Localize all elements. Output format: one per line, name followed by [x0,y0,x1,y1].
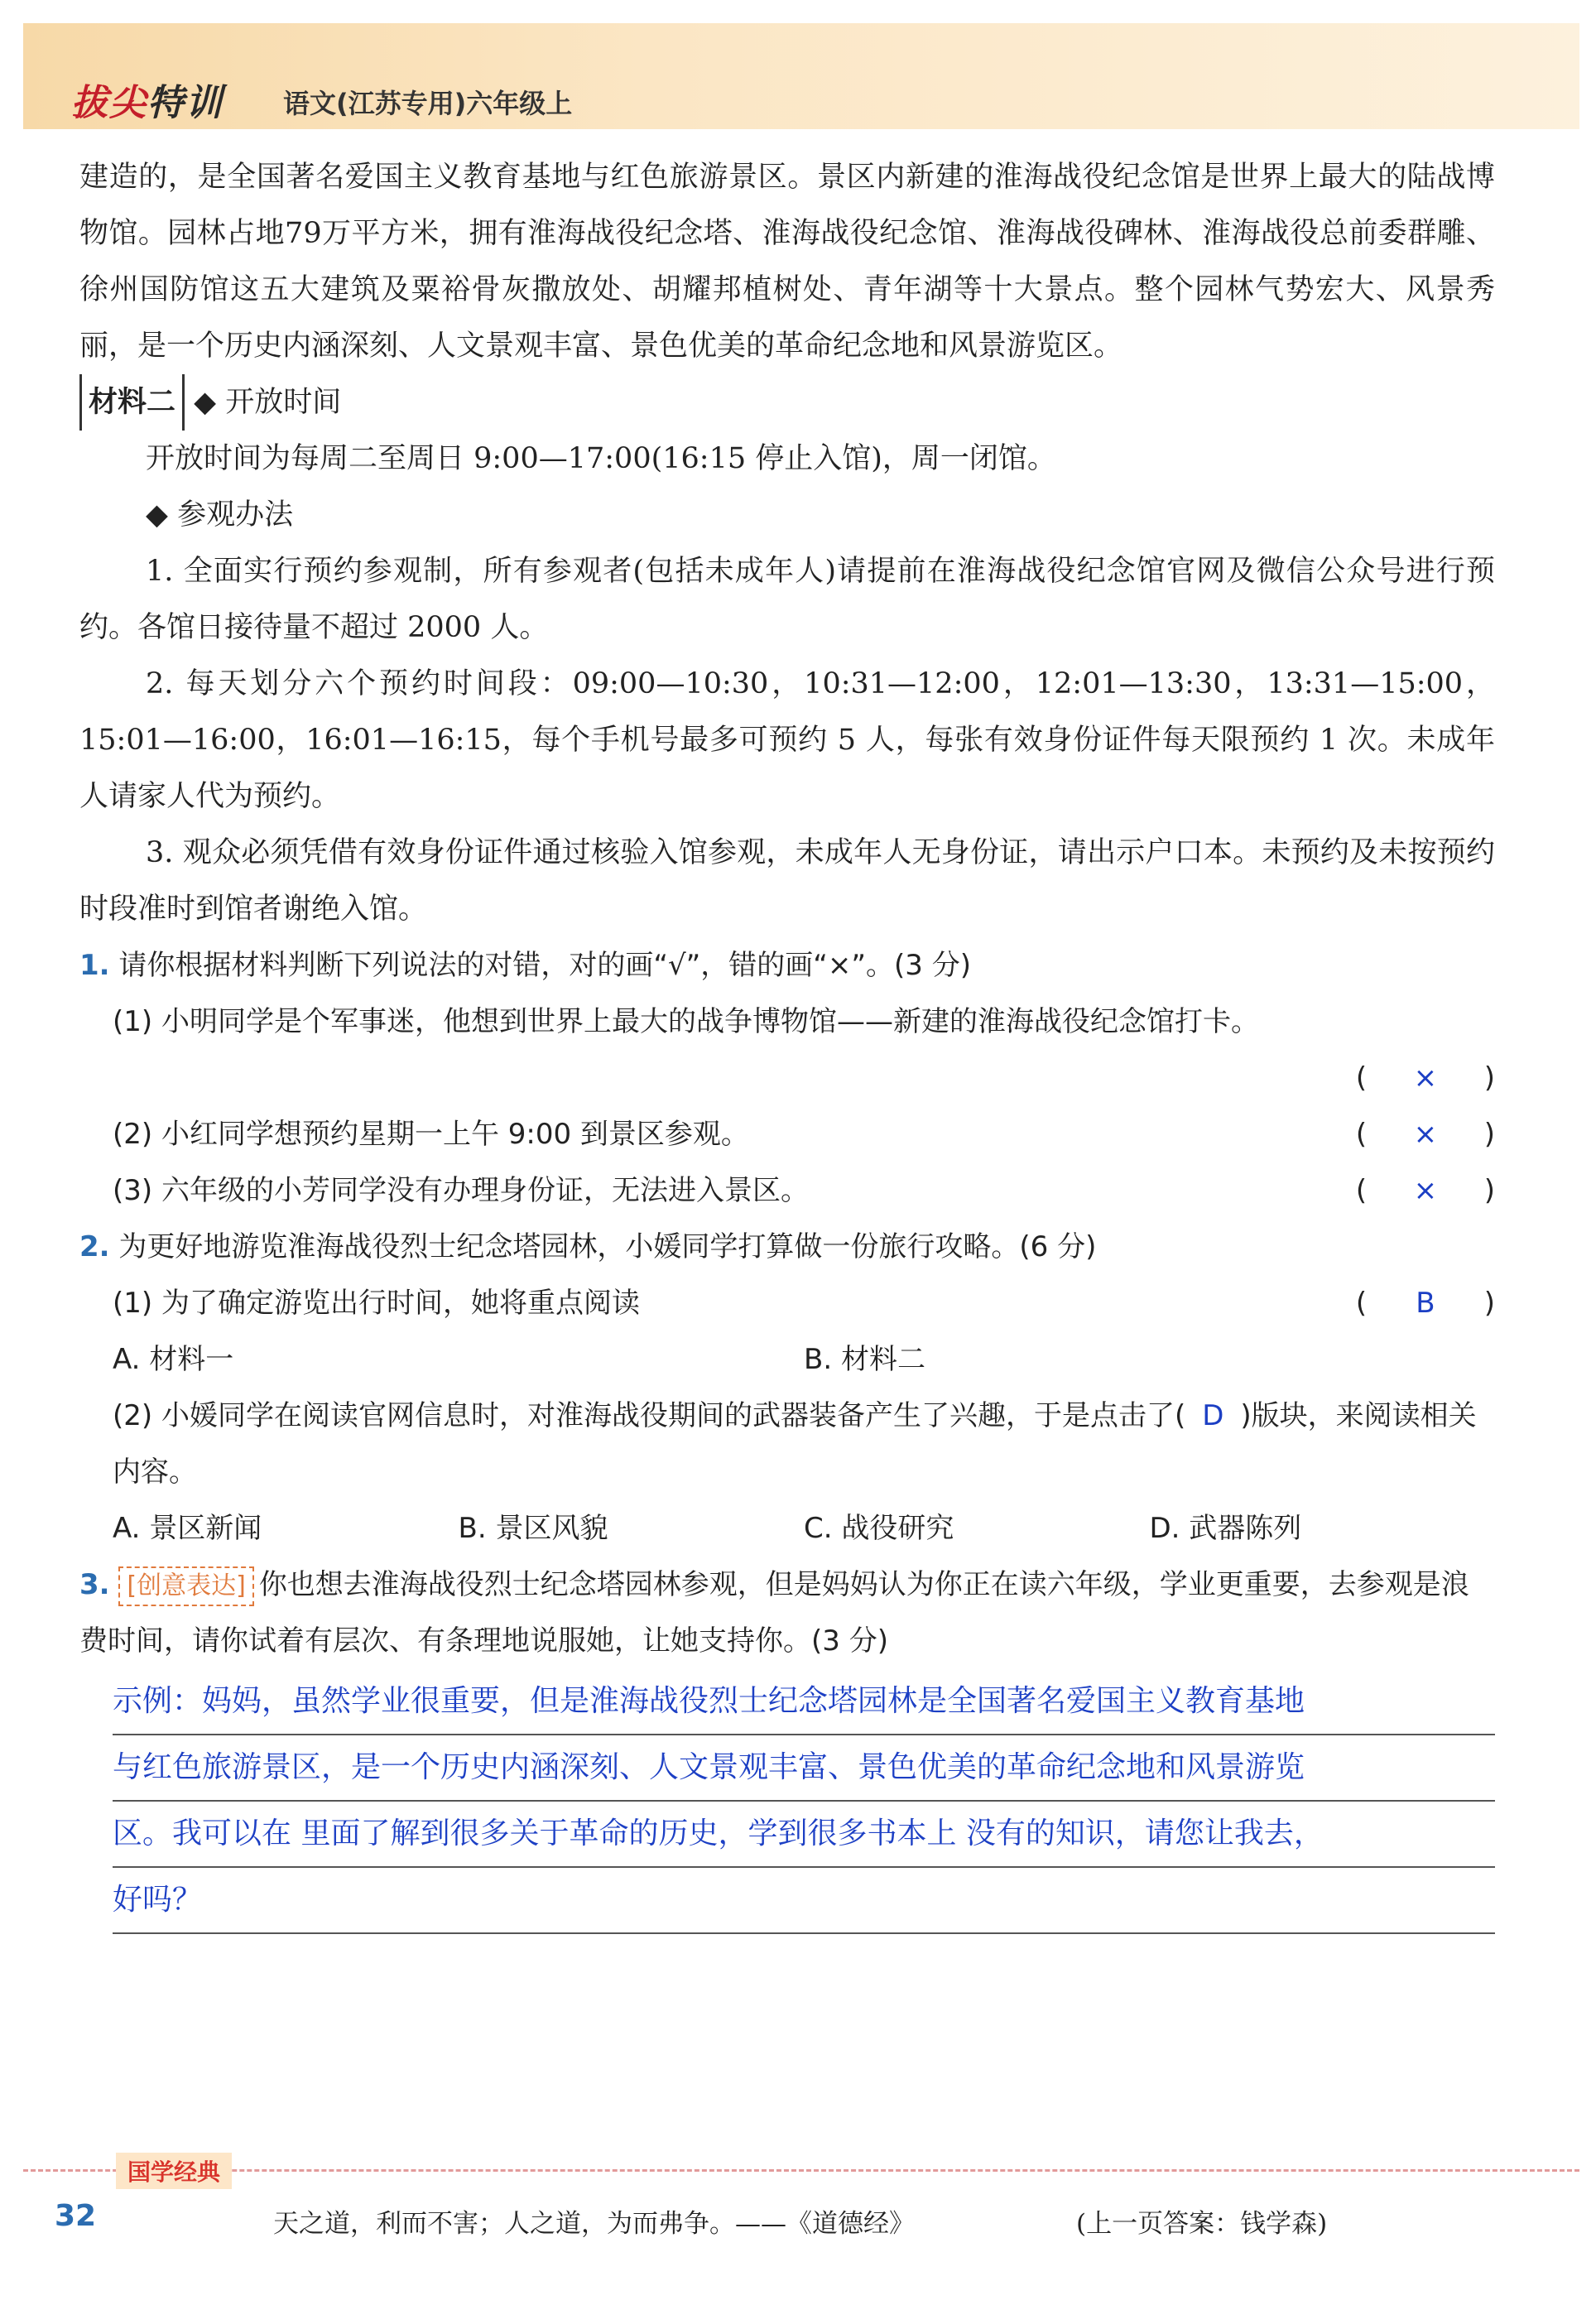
rule-3: 3. 观众必须凭借有效身份证件通过核验入馆参观，未成年人无身份证，请出示户口本。未预约及未按预约时段准时到馆者谢绝入馆。 [79,836,1495,926]
answer-bracket: ( × ) [1356,1106,1495,1162]
option-a: A. 景区新闻 [113,1512,262,1545]
creative-tag: [创意表达] [118,1566,253,1606]
answer-line: 好吗？ [113,1868,1495,1934]
q2-sub2-text-b: )版块，来阅读相关内容。 [113,1399,1477,1489]
question-1 [79,937,1495,994]
answer-bracket: ( × ) [1356,1162,1495,1219]
open-time-title: 开放时间 [225,386,342,419]
answer-line: 与红色旅游景区，是一个历史内涵深刻、人文景观丰富、景色优美的革命纪念地和风景游览 [113,1735,1495,1802]
visit-method-header [79,487,1495,543]
question-2 [79,1219,1495,1275]
footer-divider [23,2169,1579,2172]
q2-sub1-text: (1) 为了确定游览出行时间，她将重点阅读 [113,1287,640,1320]
section-label: 国学经典 [116,2153,232,2189]
previous-answer: (上一页答案：钱学森) [1076,2209,1328,2239]
q1-item-1 [79,994,1495,1050]
brand-logo [71,73,224,126]
q2-sub1-options [79,1331,1495,1388]
answer-line: 区。我可以在 里面了解到很多关于革命的历史，学到很多书本上 没有的知识，请您让我去， [113,1802,1495,1868]
brand-part-b: 特训 [147,82,224,124]
visit-method-title: 参观办法 [177,498,294,532]
q1-item-1-answer-row [79,1050,1495,1106]
q1-item-text: (1) 小明同学是个军事迷，他想到世界上最大的战争博物馆——新建的淮海战役纪念馆打卡。 [113,1005,1259,1038]
option-a: A. 材料一 [113,1343,234,1376]
q1-item-text: (2) 小红同学想预约星期一上午 9:00 到景区参观。 [113,1118,749,1151]
answer-bracket: ( B ) [1356,1275,1495,1331]
q2-sub2-answer: D [1202,1399,1224,1432]
question-number: 2. [79,1230,110,1263]
q1-item-3 [79,1162,1495,1219]
open-time-text: 开放时间为每周二至周日 9:00—17:00(16:15 停止入馆)，周一闭馆。 [146,442,1056,475]
answer-bracket: ( × ) [1356,1050,1495,1106]
q2-sub1-answer: B [1416,1287,1435,1320]
brand-part-a: 拔尖 [71,82,147,124]
q1-answer-3: × [1413,1174,1438,1207]
question-stem: 为更好地游览淮海战役烈士纪念塔园林，小媛同学打算做一份旅行攻略。(6 分) [118,1230,1097,1263]
page-content [79,149,1495,1934]
subject-title: 语文(江苏专用)六年级上 [283,88,573,119]
question-3 [79,1557,1495,1669]
q2-sub1 [79,1275,1495,1331]
q1-item-text: (3) 六年级的小芳同学没有办理身份证，无法进入景区。 [113,1174,809,1207]
q2-sub2-text-a: (2) 小媛同学在阅读官网信息时，对淮海战役期间的武器装备产生了兴趣，于是点击了( [113,1399,1186,1432]
page-number: 32 [55,2199,97,2233]
footer-quote: 天之道，利而不害；人之道，为而弗争。——《道德经》 [273,2209,915,2239]
rule-2: 2. 每天划分六个预约时间段：09:00—10:30，10:31—12:00，12:01—13:30，13:31—15:00，15:01—16:00，16:01—16:15，每个手机号最多可预约 5 人，每张有效身份证件每天限预约 1 次。未成年人请家人代为预约。 [79,667,1495,813]
page-header [23,23,1579,129]
material2-header [79,374,1495,431]
question-number: 1. [79,949,110,982]
option-b: B. 景区风貌 [458,1512,608,1545]
diamond-icon: ◆ [194,386,217,419]
question-number: 3. [79,1568,110,1601]
material2-tag: 材料二 [79,374,185,431]
q2-sub2-options [79,1500,1495,1557]
q1-item-2 [79,1106,1495,1162]
material1-continued: 建造的，是全国著名爱国主义教育基地与红色旅游景区。景区内新建的淮海战役纪念馆是世界上最大的陆战博物馆。园林占地79万平方米，拥有淮海战役纪念塔、淮海战役纪念馆、淮海战役碑林、淮海战役总前委群雕、徐州国防馆这五大建筑及粟裕骨灰撒放处、胡耀邦植树处、青年湖等十大景点。整个园林气势宏大、风景秀丽，是一个历史内涵深刻、人文景观丰富、景色优美的革命纪念地和风景游览区。 [79,161,1495,363]
option-d: D. 武器陈列 [1149,1512,1302,1545]
diamond-icon: ◆ [146,498,168,532]
option-c: C. 战役研究 [804,1512,954,1545]
q2-sub2 [79,1388,1495,1500]
option-b: B. 材料二 [804,1343,925,1376]
question-stem: 请你根据材料判断下列说法的对错，对的画“√”，错的画“×”。(3 分) [118,949,971,982]
question-stem: 你也想去淮海战役烈士纪念塔园林参观，但是妈妈认为你正在读六年级，学业更重要，去参观是浪费时间，请你试着有层次、有条理地说服她，让她支持你。(3 分) [79,1568,1469,1658]
q1-answer-1: × [1413,1061,1438,1095]
rule-1: 1. 全面实行预约参观制，所有参观者(包括未成年人)请提前在淮海战役纪念馆官网及微信公众号进行预约。各馆日接待量不超过 2000 人。 [79,555,1495,644]
q1-answer-2: × [1413,1118,1438,1151]
answer-line: 示例：妈妈，虽然学业很重要，但是淮海战役烈士纪念塔园林是全国著名爱国主义教育基地 [113,1669,1495,1735]
q3-answer [79,1669,1495,1934]
